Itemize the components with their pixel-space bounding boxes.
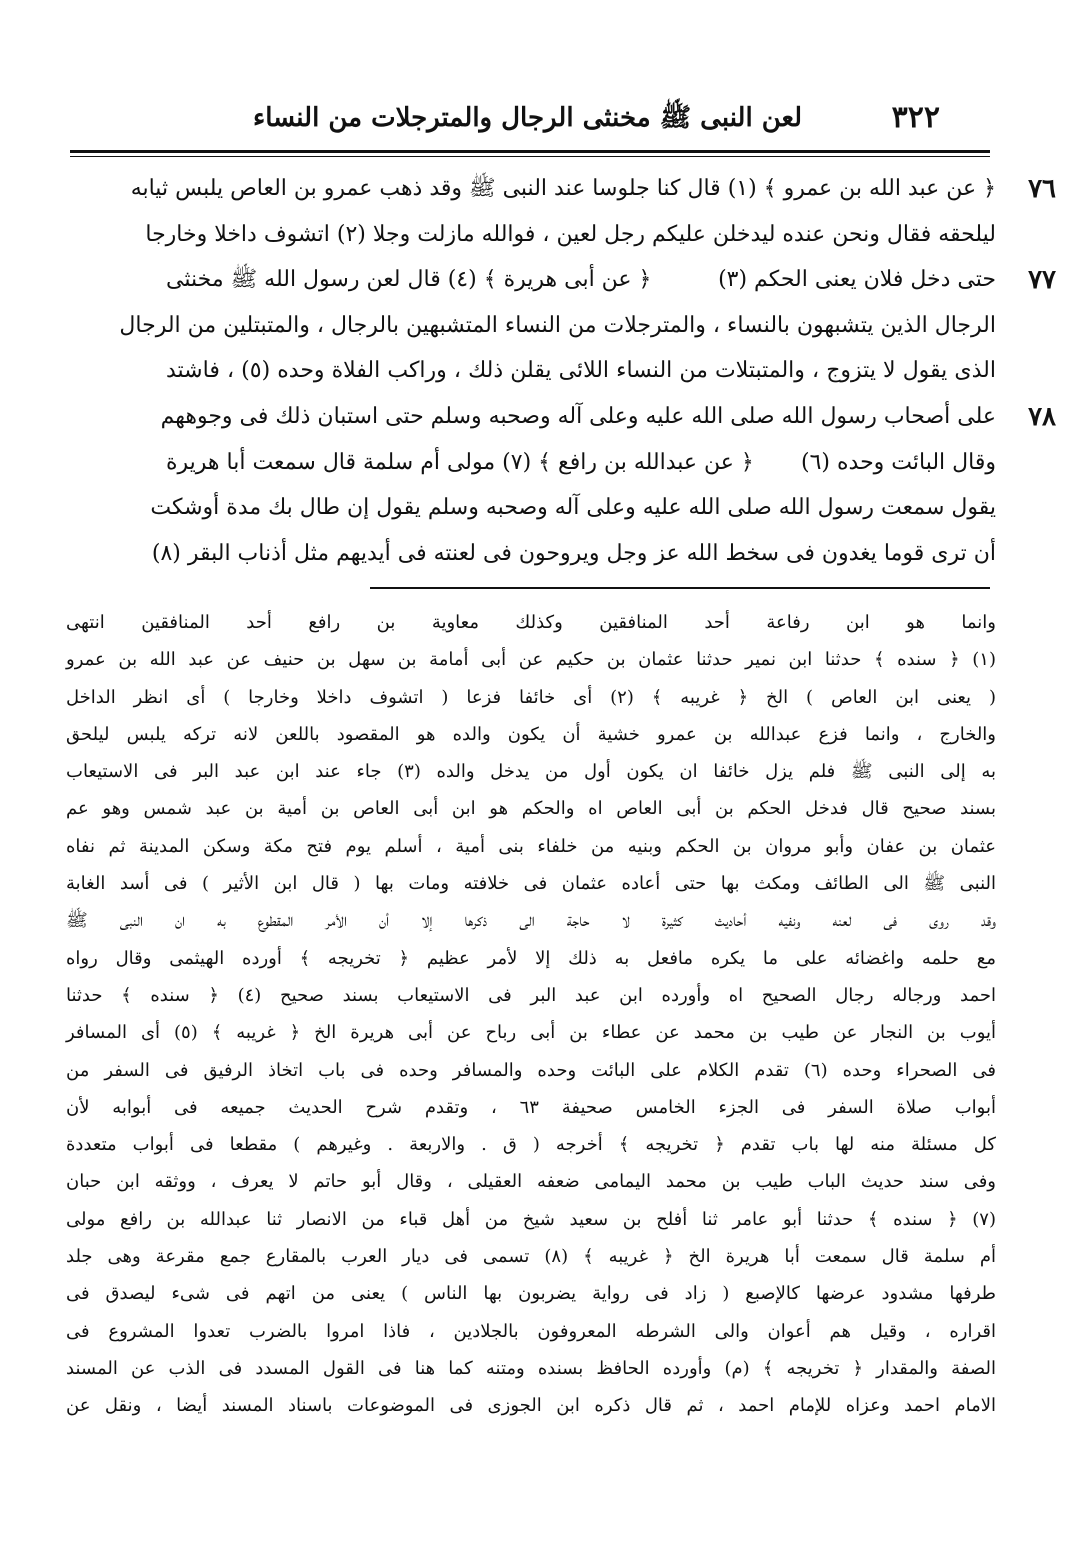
text-line: ليلحقه فقال ونحن عنده ليدخلن عليكم رجل لعين ، فوالله مازلت وجلا (٢) اتشوف داخلا وخارجا	[145, 221, 996, 247]
footnote-line: طرفها مشدود عرضها كالإصبع ( زاد فى رواية يضربون بها الناس ) يعنى من اتهم فى شىء ليصدق فى	[66, 1283, 996, 1305]
text-line: أن ترى قوما يغدون فى سخط الله عز وجل ويروحون فى لعنته فى أيديهم مثل أذناب البقر (٨)	[151, 540, 996, 566]
hadith-number: ٧٦	[1028, 174, 1056, 204]
footnote-line: احمد ورجاله رجال الصحيح اه وأورده ابن عبد البر فى الاستيعاب بسند صحيح (٤) ﴿ سنده ﴾ حدثنا	[66, 984, 997, 1006]
text-line: الذى يقول لا يتزوج ، والمتبتلات من النساء اللائى يقلن ذلك ، وراكب الفلاة وحده (٥) ، فاشتد	[166, 358, 996, 384]
footnote-line: كل مسئلة منه لها باب تقدم ﴿ تخريجه ﴾ أخرجه ( ق . والاربعة . وغيرهم ) مقطعا فى أبواب متعددة	[66, 1134, 996, 1156]
hadith-78-start: ﴿ عن عبدالله بن رافع ﴾ (٧) مولى أم سلمة قال سمعت أبا هريرة	[166, 449, 754, 475]
hadith-77-start: ﴿ عن أبى هريرة ﴾ (٤) قال لعن رسول الله ﷺ مخنثى	[166, 267, 652, 293]
main-text	[119, 166, 1056, 576]
footnote-line: عثمان بن عفان وأبو مروان بن الحكم وبنيه من خلفاء بنى أمية ، أسلم يوم فتح مكة وسكن المدينة ثم نفاه	[66, 835, 996, 857]
hadith-77-end: وقال البائت وحده (٦)	[801, 449, 996, 475]
footnote-line: به إلى النبى ﷺ فلم يزل خائفا ان يكون أول من يدخل والده (٣) جاء عند ابن عبد البر فى الاستيعاب	[66, 761, 997, 783]
text-line: ﴿ عن عبد الله بن عمرو ﴾ (١) قال كنا جلوسا عند النبى ﷺ وقد ذهب عمرو بن العاص يلبس ثيابه	[130, 176, 996, 201]
footnote-line: الامام احمد وعزاه للإمام احمد ، ثم قال ذكره ابن الجوزى فى الموضوعات باسناد المسند أيضا ، ونقل عن	[66, 1395, 996, 1417]
text-line: على أصحاب رسول الله صلى الله عليه وعلى آله وصحبه وسلم حتى استبان ذلك فى وجوههم	[160, 403, 996, 429]
footnote-divider	[370, 587, 990, 589]
footnote-line: والخارج ، وانما فزع عبدالله بن عمرو خشية أن يكون والده هو المقصود باللعن لانه تركه يلبس ليلحق	[66, 723, 996, 745]
footnote-line: وقد روى فى لعنه ونفيه أحاديث كثيرة لا حاجة الى ذكرها إلا أن الأمر المقطوع به ان النبى ﷺ	[66, 910, 996, 932]
footnote-line: اقراره ، وقيل هم أعوان والى الشرطه المعروفون بالجلادين ، فاذا امروا بالضرب تعدوا المشروع فى	[66, 1320, 996, 1342]
footnote-line: وفى سند حديث الباب طيب بن محمد اليمامى ضعفه العقيلى ، وقال أبو حاتم لا يعرف ، ووثقه ابن حبان	[66, 1171, 996, 1193]
footnote-line: أبواب صلاة السفر فى الجزء الخامس صحيفة ٦٣ ، وتقدم شرح الحديث جميعه فى أبوابه لأن	[66, 1096, 996, 1118]
header-rule	[70, 150, 990, 153]
footnote-line: أيوب بن النجار عن طيب بن محمد عن عطاء بن أبى رباح عن أبى هريرة الخ ﴿ غريبه ﴾ (٥) أى المسافر	[66, 1022, 996, 1044]
footnotes	[66, 604, 996, 1425]
footnote-line: وانما هو ابن رفاعة أحد المنافقين وكذلك معاوية بن رافع أحد المنافقين انتهى	[66, 612, 996, 633]
hadith-76-end: حتى دخل فلان يعنى الحكم (٣)	[718, 267, 996, 293]
footnote-line: الصفة والمقدار ﴿ تخريجه ﴾ (م) وأورده الحافظ بسنده ومتنه كما هنا فى القول المسدد فى الذب عن المسند	[66, 1357, 996, 1379]
footnote-line: النبى ﷺ الى الطائف ومكث بها حتى أعاده عثمان فى خلافته ومات بها ( قال ابن الأثير ) فى أسد الغابة	[66, 873, 996, 895]
footnote-line: فى الصحراء وحده (٦) تقدم الكلام على البائت وحده والمسافر وحده فى باب اتخاذ الرفيق فى السفر من	[66, 1059, 996, 1081]
running-title: لعن النبى ﷺ مخنثى الرجال والمترجلات من النساء	[252, 103, 802, 133]
footnote-line: مع حلمه واغضائه على ما يكره مافعل به ذلك إلا لأمر عظيم ﴿ تخريجه ﴾ أورده الهيثمى وقال رواه	[66, 947, 996, 969]
text-line: يقول سمعت رسول الله صلى الله عليه وعلى آله وصحبه وسلم يقول إن طال بك مدة أوشكت	[150, 495, 996, 521]
text-line: الرجال الذين يتشبهون بالنساء ، والمترجلات من النساء المتشبهين بالرجال ، والمتبتلين من الرجال	[119, 312, 996, 338]
text-line-split	[166, 257, 996, 303]
footnote-line: أم سلمة قال سمعت أبا هريرة الخ ﴿ غريبه ﴾ (٨) تسمى فى ديار العرب بالمقارع جمع مقرعة وهى جلد	[66, 1246, 996, 1268]
footnote-line: (٧) ﴿ سنده ﴾ حدثنا أبو عامر ثنا أفلح بن سعيد شيخ من أهل قباء من الانصار ثنا عبدالله بن رافع مولى	[66, 1208, 996, 1230]
text-line-split	[166, 440, 996, 486]
page-number: ٣٢٢	[891, 100, 940, 135]
header-rule-thin	[70, 156, 990, 157]
page-header	[68, 96, 992, 140]
hadith-number: ٧٨	[1028, 401, 1056, 432]
footnote-line: بسند صحيح قال فدخل الحكم بن أبى العاص اه والحكم هو ابن أبى العاص بن أمية بن عبد شمس وهو عم	[66, 798, 996, 820]
hadith-76	[130, 166, 1056, 257]
hadith-number: ٧٧	[1028, 265, 1056, 296]
footnote-line: ( يعنى ابن العاص ) الخ ﴿ غريبه ﴾ (٢) أى خائفا فزعا ( اتشوف داخلا وخارجا ) أى انظر الداخل	[66, 686, 997, 708]
footnote-line: (١) ﴿ سنده ﴾ حدثنا ابن نمير حدثنا عثمان بن حكيم عن أبى أمامة بن سهل بن حنيف عن عبد الله بن عمرو	[66, 649, 996, 671]
